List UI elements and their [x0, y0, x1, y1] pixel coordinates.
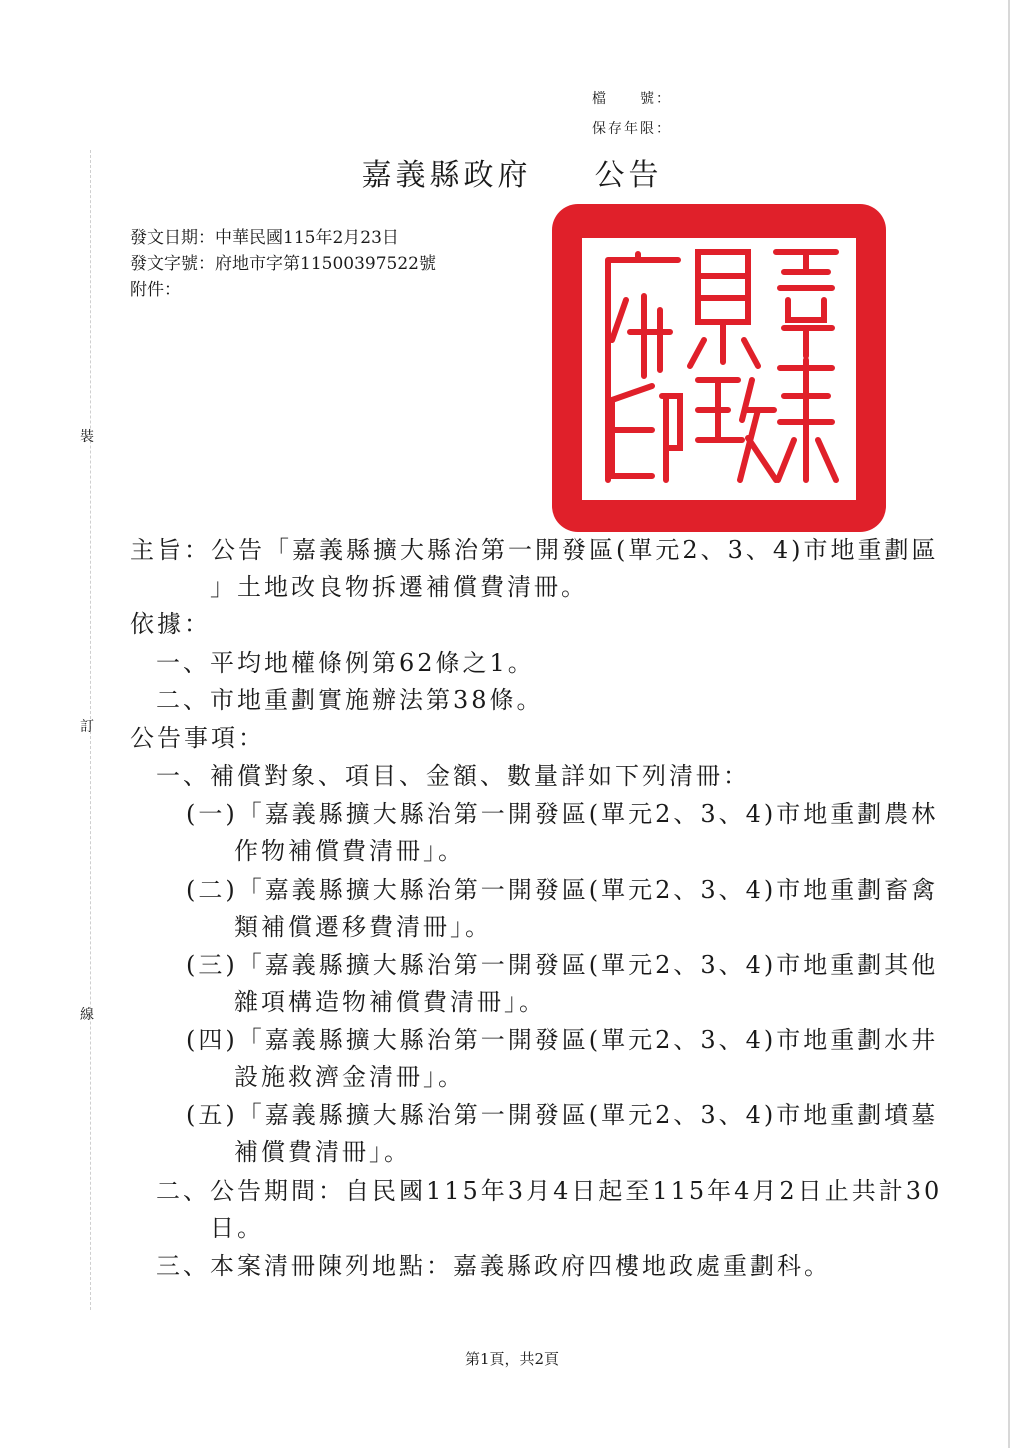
sub-item-3-line-2: 雜項構造物補償費清冊」。	[234, 988, 546, 1016]
binding-mark-xian: 線	[80, 1007, 94, 1023]
binding-mark-zhuang: 裝	[80, 429, 94, 445]
retention-label: 保存年限：	[592, 121, 672, 137]
sub-item-4-line-2: 設施救濟金清冊」。	[234, 1063, 465, 1091]
file-number-label: 檔 號：	[592, 91, 672, 107]
page-edge-line	[1008, 0, 1010, 1448]
official-seal	[548, 200, 890, 536]
sub-item-1-line-2: 作物補償費清冊」。	[234, 837, 465, 865]
sub-item-1-line-1: (一)「嘉義縣擴大縣治第一開發區(單元2、3、4)市地重劃農林	[186, 800, 939, 828]
sub-item-2-line-1: (二)「嘉義縣擴大縣治第一開發區(單元2、3、4)市地重劃畜禽	[186, 876, 939, 904]
sub-item-5-line-1: (五)「嘉義縣擴大縣治第一開發區(單元2、3、4)市地重劃墳墓	[186, 1101, 939, 1129]
announcement-item-2-line-1: 二、公告期間：自民國115年3月4日起至115年4月2日止共計30	[156, 1177, 943, 1205]
binding-mark-ding: 訂	[80, 719, 94, 735]
announcement-items-label: 公告事項：	[130, 724, 265, 752]
basis-label: 依據：	[130, 610, 211, 638]
title-org: 嘉義縣政府	[361, 158, 532, 193]
sub-item-3-line-1: (三)「嘉義縣擴大縣治第一開發區(單元2、3、4)市地重劃其他	[186, 951, 939, 979]
basis-item-2: 二、市地重劃實施辦法第38條。	[156, 686, 544, 714]
announcement-item-2-line-2: 日。	[210, 1214, 264, 1242]
page-title	[0, 150, 1024, 194]
issue-date: 發文日期：中華民國115年2月23日	[130, 228, 399, 248]
subject-line-1: 主旨：公告「嘉義縣擴大縣治第一開發區(單元2、3、4)市地重劃區	[130, 536, 939, 564]
basis-item-1: 一、平均地權條例第62條之1。	[156, 649, 535, 677]
announcement-item-1: 一、補償對象、項目、金額、數量詳如下列清冊：	[156, 762, 750, 790]
title-type: 公告	[594, 158, 663, 193]
announcement-item-3: 三、本案清冊陳列地點：嘉義縣政府四樓地政處重劃科。	[156, 1252, 831, 1280]
page-number: 第1頁，共2頁	[464, 1350, 560, 1368]
sub-item-5-line-2: 補償費清冊」。	[234, 1138, 411, 1166]
attachment-label: 附件：	[130, 280, 181, 300]
sub-item-4-line-1: (四)「嘉義縣擴大縣治第一開發區(單元2、3、4)市地重劃水井	[186, 1026, 939, 1054]
sub-item-2-line-2: 類補償遷移費清冊」。	[234, 913, 492, 941]
subject-line-2: 」土地改良物拆遷補償費清冊。	[210, 573, 588, 601]
reference-number: 發文字號：府地市字第11500397522號	[130, 254, 436, 274]
